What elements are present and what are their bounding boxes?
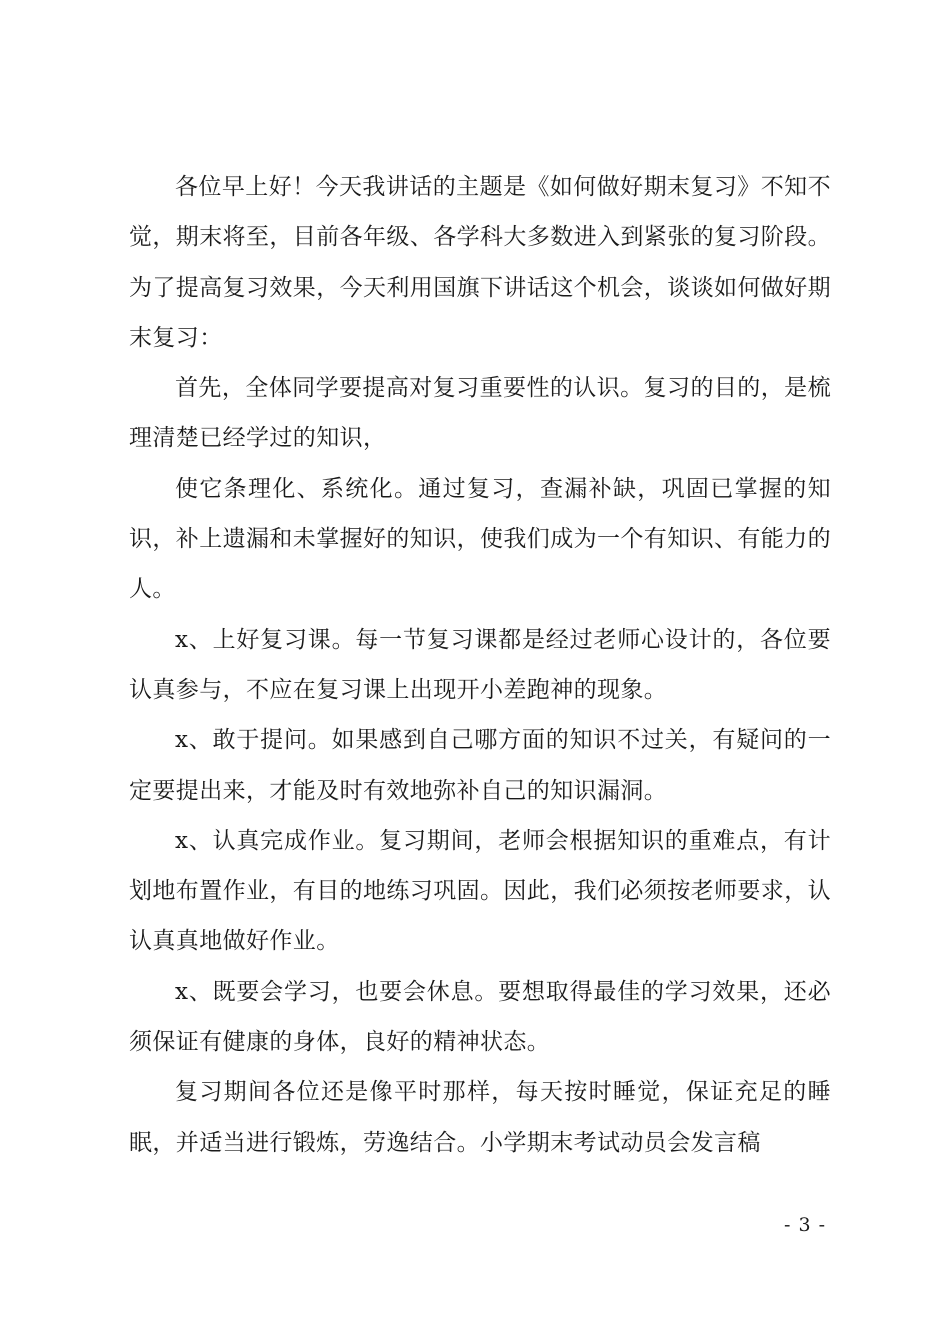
paragraph-systematize: 使它条理化、系统化。通过复习，查漏补缺，巩固已掌握的知识，补上遗漏和未掌握好的知识，使我们成为一个有知识、有能力的人。 <box>129 475 831 603</box>
paragraph-homework: x、认真完成作业。复习期间，老师会根据知识的重难点，有计划地布置作业，有目的地练习巩固。因此，我们必须按老师要求，认认真真地做好作业。 <box>129 827 831 955</box>
document-body <box>129 162 831 1168</box>
paragraph-ask-questions: x、敢于提问。如果感到自己哪方面的知识不过关，有疑问的一定要提出来，才能及时有效地弥补自己的知识漏洞。 <box>129 727 831 804</box>
paragraph-greeting: 各位早上好！今天我讲话的主题是《如何做好期末复习》不知不觉，期末将至，目前各年级、各学科大多数进入到紧张的复习阶段。为了提高复习效果，今天利用国旗下讲话这个机会，谈谈如何做好期末复习： <box>129 174 831 351</box>
paragraph-importance: 首先，全体同学要提高对复习重要性的认识。复习的目的，是梳理清楚已经学过的知识， <box>129 375 831 452</box>
page-number: - 3 - <box>783 1214 826 1236</box>
paragraph-rest: x、既要会学习，也要会休息。要想取得最佳的学习效果，还必须保证有健康的身体，良好的精神状态。 <box>129 978 831 1056</box>
paragraph-review-class: x、上好复习课。每一节复习课都是经过老师心设计的，各位要认真参与，不应在复习课上出现开小差跑神的现象。 <box>129 626 831 703</box>
paragraph-sleep: 复习期间各位还是像平时那样，每天按时睡觉，保证充足的睡眠，并适当进行锻炼，劳逸结合。小学期末考试动员会发言稿 <box>129 1079 831 1156</box>
